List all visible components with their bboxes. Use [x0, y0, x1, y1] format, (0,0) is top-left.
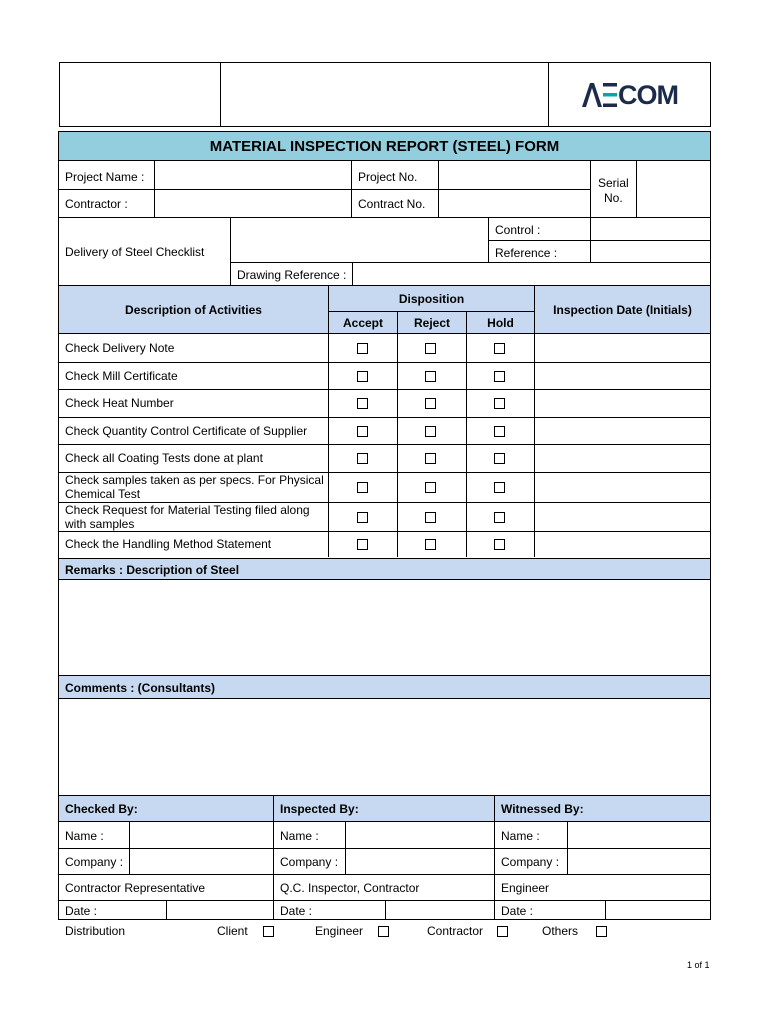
distribution-others-label: Others [542, 924, 579, 938]
checkbox-accept[interactable] [357, 426, 368, 437]
checklist-item-label: Check Mill Certificate [65, 368, 178, 383]
remarks-area[interactable] [59, 581, 710, 674]
checklist-item-label: Check all Coating Tests done at plant [65, 451, 263, 465]
checkbox-accept[interactable] [357, 398, 368, 409]
distribution-engineer-checkbox[interactable] [378, 926, 389, 937]
witnessed-name-label: Name : [501, 829, 540, 843]
checkbox-reject[interactable] [425, 453, 436, 464]
control-field[interactable] [591, 218, 710, 240]
distribution-others-checkbox[interactable] [596, 926, 607, 937]
witnessed-date-field[interactable] [606, 901, 710, 920]
checked-company-label: Company : [65, 855, 124, 869]
inspected-company-field[interactable] [346, 849, 494, 874]
drawing-reference-label: Drawing Reference : [237, 268, 347, 282]
col-disposition-header: Disposition [398, 291, 465, 306]
checkbox-reject[interactable] [425, 482, 436, 493]
inspection-date-field[interactable] [535, 531, 710, 557]
serial-label-line2: No. [604, 191, 623, 205]
checklist-item-label: Check samples taken as per specs. For Physical Chemical Test [65, 473, 324, 501]
checked-date-field[interactable] [167, 901, 273, 920]
drawing-reference-field[interactable] [353, 263, 710, 285]
col-line [494, 795, 495, 920]
checkbox-accept[interactable] [357, 371, 368, 382]
inspection-date-field[interactable] [535, 334, 710, 362]
checkbox-hold[interactable] [494, 539, 505, 550]
page-number: 1 of 1 [687, 960, 710, 970]
header-divider [220, 62, 221, 127]
checkbox-accept[interactable] [357, 453, 368, 464]
inspected-name-label: Name : [280, 829, 319, 843]
remarks-label: Remarks : Description of Steel [65, 563, 240, 577]
inspected-company-label: Company : [280, 855, 339, 869]
distribution-contractor-label: Contractor [427, 924, 484, 938]
checkbox-reject[interactable] [425, 371, 436, 382]
col-date-header: Inspection Date (Initials) [553, 302, 692, 317]
distribution-label: Distribution [65, 924, 126, 938]
checked-name-field[interactable] [130, 823, 273, 848]
contract-no-label: Contract No. [358, 197, 426, 211]
reference-label: Reference : [495, 246, 558, 260]
checklist-item-label: Check Heat Number [65, 396, 174, 410]
role-qc-inspector: Q.C. Inspector, Contractor [280, 881, 420, 895]
comments-area[interactable] [59, 700, 710, 794]
witnessed-company-field[interactable] [568, 849, 710, 874]
distribution-engineer-label: Engineer [315, 924, 364, 938]
delivery-label: Delivery of Steel Checklist [65, 245, 205, 259]
control-label: Control : [495, 223, 541, 237]
witnessed-company-label: Company : [501, 855, 560, 869]
form-title: MATERIAL INSPECTION REPORT (STEEL) FORM [59, 132, 710, 161]
checked-date-label: Date : [65, 904, 98, 918]
project-name-field[interactable] [155, 162, 351, 189]
inspection-date-field[interactable] [535, 502, 710, 531]
checklist-item-label: Check Request for Material Testing filed along with samples [65, 502, 310, 531]
row-line [59, 874, 710, 875]
inspected-date-label: Date : [280, 904, 313, 918]
col-line [273, 795, 274, 920]
checkbox-accept[interactable] [357, 482, 368, 493]
checkbox-reject[interactable] [425, 512, 436, 523]
contract-no-field[interactable] [439, 190, 590, 217]
project-no-label: Project No. [358, 170, 418, 184]
witnessed-by-label: Witnessed By: [501, 802, 584, 816]
comments-label: Comments : (Consultants) [65, 681, 215, 695]
checked-by-label: Checked By: [65, 802, 138, 816]
distribution-contractor-checkbox[interactable] [497, 926, 508, 937]
checkbox-reject[interactable] [425, 426, 436, 437]
reference-field[interactable] [591, 241, 710, 262]
inspection-date-field[interactable] [535, 444, 710, 472]
inspected-by-label: Inspected By: [280, 802, 359, 816]
checkbox-accept[interactable] [357, 539, 368, 550]
role-contractor-representative: Contractor Representative [65, 881, 206, 895]
checklist-item-label: Check the Handling Method Statement [65, 537, 272, 551]
col-line [230, 217, 231, 285]
checkbox-hold[interactable] [494, 453, 505, 464]
checkbox-hold[interactable] [494, 482, 505, 493]
role-engineer: Engineer [501, 881, 550, 895]
checkbox-hold[interactable] [494, 371, 505, 382]
inspection-date-field[interactable] [535, 389, 710, 417]
project-no-field[interactable] [439, 162, 590, 189]
aecom-logo [580, 80, 685, 110]
checkbox-reject[interactable] [425, 539, 436, 550]
inspection-date-field[interactable] [535, 472, 710, 502]
logo-text-visible: COM [618, 80, 678, 110]
serial-no-field[interactable] [637, 162, 710, 217]
col-line [466, 311, 467, 557]
distribution-client-checkbox[interactable] [263, 926, 274, 937]
witnessed-name-field[interactable] [568, 823, 710, 848]
inspected-date-field[interactable] [386, 901, 494, 920]
checklist-item-label: Check Quantity Control Certificate of Supplier [65, 423, 308, 438]
col-hold-header: Hold [487, 315, 514, 330]
checkbox-accept[interactable] [357, 512, 368, 523]
witnessed-date-label: Date : [501, 904, 534, 918]
col-line [351, 161, 352, 217]
checkbox-hold[interactable] [494, 343, 505, 354]
checkbox-reject[interactable] [425, 398, 436, 409]
distribution-client-label: Client [217, 924, 248, 938]
project-name-label: Project Name : [65, 170, 145, 184]
inspected-name-field[interactable] [346, 823, 494, 848]
checkbox-reject[interactable] [425, 343, 436, 354]
checklist-item-label: Check Delivery Note [65, 341, 175, 355]
header-divider [548, 62, 549, 127]
checkbox-hold[interactable] [494, 512, 505, 523]
inspection-date-field[interactable] [535, 417, 710, 444]
checked-company-field[interactable] [130, 849, 273, 874]
col-line [590, 161, 591, 217]
signoff-header [59, 795, 710, 822]
col-description-header: Description of Activities [125, 302, 262, 317]
contractor-field[interactable] [155, 190, 351, 217]
checkbox-hold[interactable] [494, 426, 505, 437]
checked-name-label: Name : [65, 829, 104, 843]
col-line [397, 311, 398, 557]
checkbox-accept[interactable] [357, 343, 368, 354]
inspection-date-field[interactable] [535, 362, 710, 389]
col-accept-header: Accept [342, 315, 383, 330]
checkbox-hold[interactable] [494, 398, 505, 409]
contractor-label: Contractor : [65, 197, 128, 211]
col-reject-header: Reject [413, 315, 451, 330]
serial-label-line1: Serial [598, 176, 629, 190]
